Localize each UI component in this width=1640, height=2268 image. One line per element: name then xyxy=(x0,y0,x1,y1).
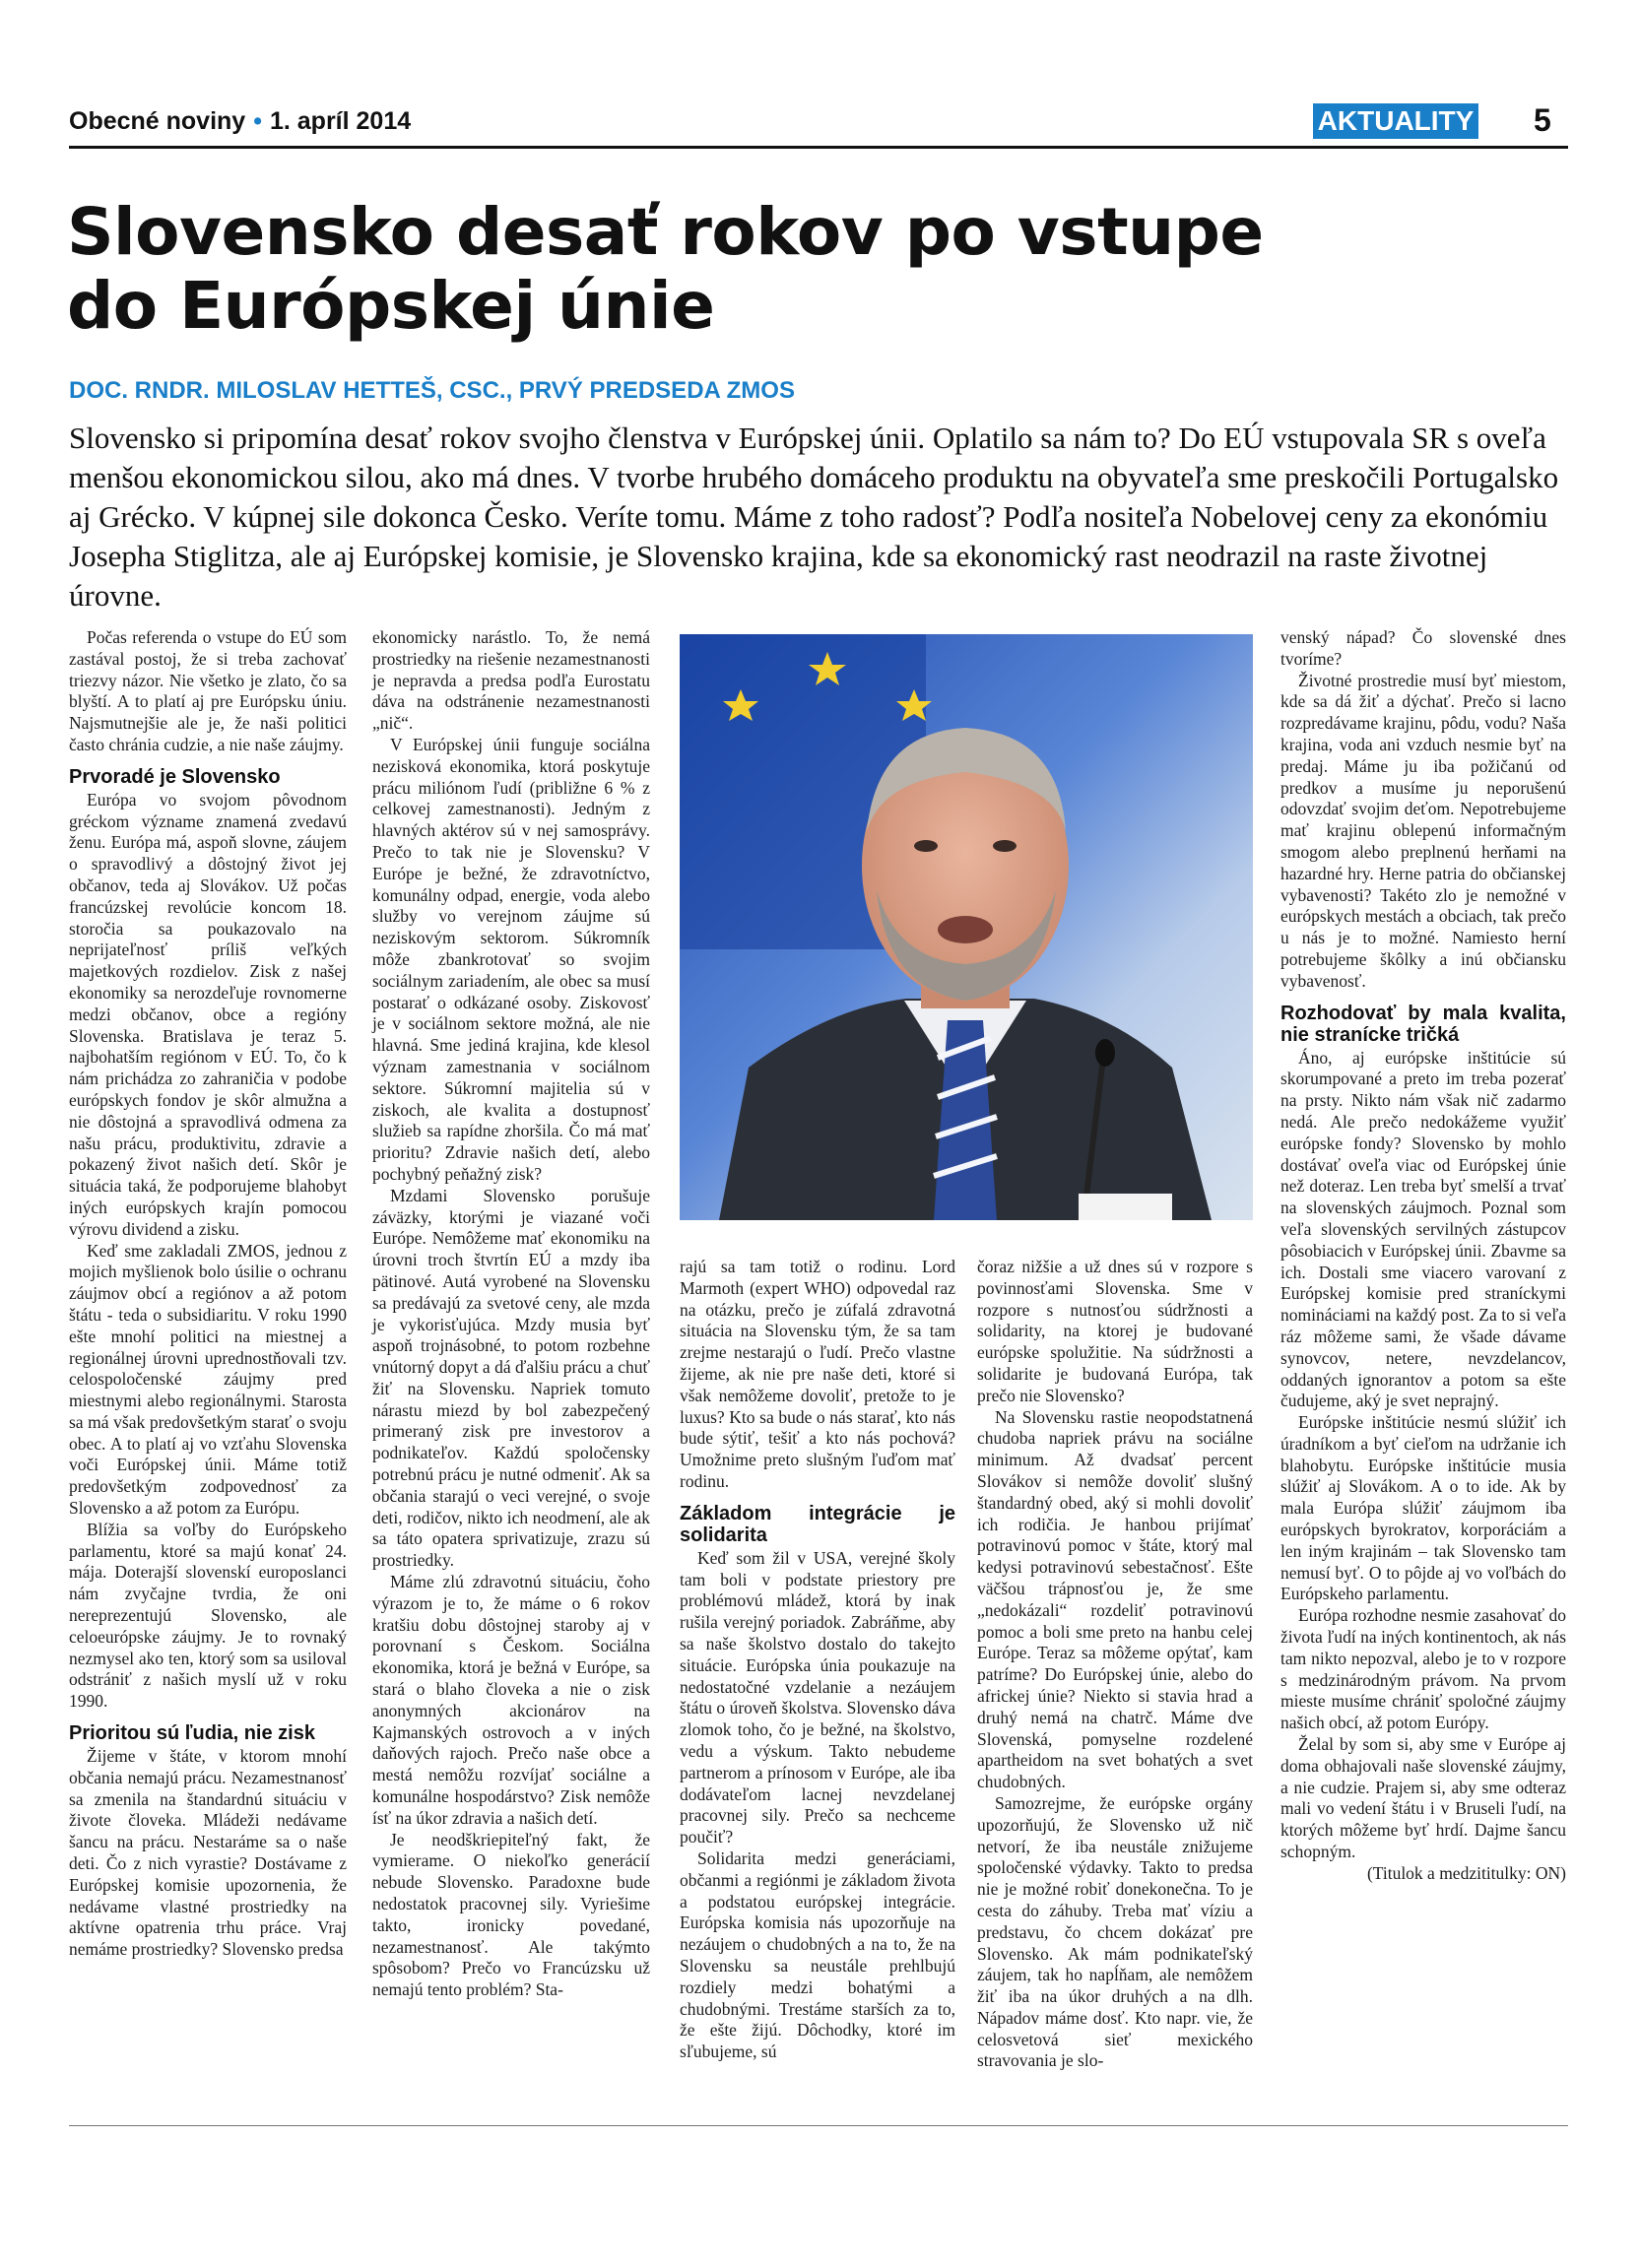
paper-name: Obecné noviny xyxy=(69,107,246,135)
subheading: Prvoradé je Slovensko xyxy=(69,765,281,788)
masthead xyxy=(69,107,411,136)
credit-line: (Titulok a medzititulky: ON) xyxy=(1366,1862,1566,1883)
column-5 xyxy=(1280,627,1566,1885)
paragraph: Je neodškriepiteľný fakt, že vymierame. O niekoľko generácií nebude Slovensko. Paradoxne bude nedostatok pracovnej sily. Vyriešime takto, ironicky povedané, nezamestnanosť. Ale takýmto spôsobom? Prečo vo Francúzsku už nemajú tento problém? Sta- xyxy=(372,1829,650,2000)
byline: DOC. RNDR. MILOSLAV HETTEŠ, CSC., PRVÝ PREDSEDA ZMOS xyxy=(69,377,795,404)
paragraph: Blížia sa voľby do Európskeho parlamentu, ktoré sa majú konať 24. mája. Doterajší slovenskí europoslanci nám zvyčajne tvrdia, že oni nereprezentujú Slovensko, ale celoeurópske záujmy. Je to rovnaký nezmysel ako ten, ktorý som sa usiloval odstrániť z našich myslí už v roku 1990. xyxy=(69,1519,347,1712)
title-line-2: do Európskej únie xyxy=(67,268,715,344)
header-rule xyxy=(69,146,1568,149)
separator-dot: • xyxy=(253,107,262,135)
paragraph: Počas referenda o vstupe do EÚ som zastával postoj, že si treba zachovať triezvy názor. Nie všetko je zlato, čo sa blyští. A to platí aj pre Európsku úniu. Najsmutnejšie ale je, že naši politici často chránia cudzie, a nie naše záujmy. xyxy=(69,627,347,754)
column-1 xyxy=(69,627,347,1961)
paragraph: čoraz nižšie a už dnes sú v rozpore s povinnosťami Slovenska. Sme v rozpore s nutnosťou súdržnosti a solidarity, na ktorej je budované európske spolužitie. Na súdržnosti a solidarite je budovaná Európa, tak prečo nie Slovensko? xyxy=(977,1257,1253,1405)
column-4 xyxy=(977,1257,1253,2072)
paragraph: ekonomicky narástlo. To, že nemá prostriedky na riešenie nezamestnanosti je nepravda a predsa podľa Eurostatu dáva na odstránenie nezamestnanosti „nič“. xyxy=(372,627,650,734)
paragraph: Áno, aj európske inštitúcie sú skorumpované a preto im treba pozerať na prsty. Nikto nám však nič zadarmo nedá. Ale prečo nedokážeme využiť európske fondy? Slovensko by mohlo dostávať oveľa viac od Európskej únie než doteraz. Len treba byť smelší a trvať na slovenských záujmoch. Poznal som veľa slovenských servilných zástupcov pôsobiacich v Európskej únii. Zbavme sa ich. Dostali sme viacero varovaní z Európskej komisie pred straníckymi nomináciami na každý post. Za to si veľa ráz môžeme sami, že všade dávame synovcov, netere, nevzdelancov, oddaných ignorantov a potom sa ešte čudujeme, aký je svet neprajný. xyxy=(1280,1047,1566,1411)
portrait-illustration xyxy=(680,634,1253,1220)
title-line-1: Slovensko desať rokov po vstupe xyxy=(67,194,1264,270)
lead-paragraph: Slovensko si pripomína desať rokov svojho členstva v Európskej únii. Oplatilo sa nám to? Do EÚ vstupovala SR s oveľa menšou ekonomickou silou, ako má dnes. V tvorbe hrubého domáceho produktu na obyvateľa sme preskočili Portugalsko aj Grécko. V kúpnej sile dokonca Česko. Veríte tomu. Máme z toho radosť? Podľa nositeľa Nobelovej ceny za ekonómiu Josepha Stiglitza, ale aj Európskej komisie, je Slovensko krajina, kde sa ekonomický rast neodrazil na raste životnej úrovne. xyxy=(69,421,1559,613)
paragraph: venský nápad? Čo slovenské dnes tvoríme? xyxy=(1280,627,1566,669)
paragraph: rajú sa tam totiž o rodinu. Lord Marmoth (expert WHO) odpovedal raz na otázku, prečo je zúfalá zdravotná situácia na Slovensku tým, že sa tam zrejme nestarajú o ľudí. Prečo vlastne žijeme, ak nie pre naše deti, ktoré si však nemôžeme dovoliť, pretože to je luxus? Kto sa bude o nás starať, kto nás bude sýtiť, tešiť a kto nás pochová? Umožnime preto slušným ľuďom mať rodinu. xyxy=(680,1257,955,1491)
paragraph: Mzdami Slovensko porušuje záväzky, ktorými je viazané voči Európe. Nemôžeme mať ekonomiku na úrovni troch štvrtín EÚ a mzdy iba pätinové. Autá vyrobené na Slovensku sa predávajú za svetové ceny, ale mzda je vykorisťujúca. Mzdy musia byť aspoň trojnásobné, to potom rozbehne vnútorný dopyt a dá ďalšiu prácu a chuť žiť na Slovensku. Napriek tomuto nárastu miezd by bol zabezpečený primeraný zisk pre investorov a podnikateľov. Každú spoločensky potrebnú prácu je nutné odmeniť. Ak sa občania starajú o veci verejné, o svoje deti, rodičov, nikto ich neodmení, ale ak sa táto opatera sprivatizuje, zrazu sú prostriedky. xyxy=(372,1185,650,1571)
paragraph: Žijeme v štáte, v ktorom mnohí občania nemajú prácu. Nezamestnanosť sa zmenila na štandardnú situáciu v živote človeka. Mládeži nedávame šancu na prácu. Nestaráme sa o naše deti. Čo z nich vyrastie? Dostávame z Európskej komisie upozornenia, že nedávame vlastné prostriedky na aktívne opatrenia trhu práce. Vraj nemáme prostriedky? Slovensko predsa xyxy=(69,1746,347,1960)
page-number: 5 xyxy=(1534,102,1551,138)
subheading: Základom integrácie je solidarita xyxy=(680,1502,955,1546)
paragraph: V Európskej únii funguje sociálna nezisková ekonomika, ktorá poskytuje prácu miliónom ľudí (približne 6 % z celkovej zamestnanosti). Jedným z hlavných aktérov sú v nej samosprávy. Prečo to tak nie je Slovensku? V Európe je bežné, že zdravotníctvo, komunálny odpad, energie, voda alebo služby vo verejnom záujme sú neziskovým sektorom. Súkromník môže zbankrotovať so svojim sociálnym zariadením, ale obec sa musí postarať o odkázané osoby. Ziskovosť je v sociálnom sektore možná, ale nie hlavná. Sme jediná krajina, kde klesol význam zamestnania v sociálnom sektore. Súkromní majitelia sú v ziskoch, ale kvalita a dostupnosť služieb sa rapídne zhoršila. Čo má mať prioritu? Zdravie našich detí, alebo pochybný peňažný zisk? xyxy=(372,734,650,1184)
paragraph: Životné prostredie musí byť miestom, kde sa dá žiť a dýchať. Prečo si lacno rozpredávame krajinu, pôdu, vodu? Naša krajina, voda ani vzduch nesmie byť na predaj. Máme ju iba požičanú od predkov a musíme ju neporušenú odovzdať svojim deťom. Nepotrebujeme mať krajinu oblepenú informačným smogom alebo preplnenú herňami na hazardné hry. Herne patria do občianskej vybavenosti? Takéto zlo je nemožné v európskych mestách a obciach, tak prečo u nás je to možné. Namiesto herní potrebujeme škôlky a inú občiansku vybavenosť. xyxy=(1280,670,1566,991)
article-title xyxy=(67,195,1544,343)
column-2 xyxy=(372,627,650,2001)
paragraph: Európa rozhodne nesmie zasahovať do života ľudí na iných kontinentoch, ak nás tam nikto nepozval, alebo je to v rozpore s medzinárodným právom. Na prvom mieste musíme chrániť spoločné záujmy našich obcí, až potom Európy. xyxy=(1280,1605,1566,1733)
paragraph: Máme zlú zdravotnú situáciu, čoho výrazom je to, že máme o 6 rokov kratšiu dobu dôstojnej staroby aj v porovnaní s Českom. Sociálna ekonomika, ktorá je bežná v Európe, sa stará o blaho človeka a nie o zisk anonymných akcionárov na Kajmanských ostrovoch a v iných daňových rajoch. Prečo naše obce a mestá nemôžu rozvíjať sociálne a komunálne hospodárstvo? Zisk nemôže ísť na úkor zdravia a našich detí. xyxy=(372,1572,650,1828)
paragraph: Na Slovensku rastie neopodstatnená chudoba napriek právu na sociálne minimum. Až dvadsať percent Slovákov si nemôže dovoliť slušný štandardný obed, aký si mohli dovoliť ich rodičia. Je hanbou prijímať potravinovú pomoc v štáte, ktorý mal kedysi potravinovú sebestačnosť. Ešte väčšou trápnosťou je, že sme „nedokázali“ rozdeliť potravinovú pomoc a boli sme preto na hanbu celej Európe. Teraz sa môžeme opýtať, kam patríme? Do Európskej únie, alebo do africkej únie? Niekto si stavia hrad a druhý nemá na chatrč. Máme dve Slovenská, pomyselne rozdelené apartheidom na svet bohatých a svet chudobných. xyxy=(977,1406,1253,1792)
footer-rule xyxy=(69,2125,1568,2126)
column-3 xyxy=(680,1257,955,2063)
paragraph: Keď sme zakladali ZMOS, jednou z mojich myšlienok bolo úsilie o ochranu záujmov obcí a regiónov a až potom štátu - teda o subsidiaritu. V roku 1990 ešte mnohí politici na miestnej a regionálnej úrovni uprednostňovali tzv. celospoločenské záujmy pred miestnymi alebo regionálnymi. Starosta sa má však predovšetkým starať o svoju obec. A to platí aj vo vzťahu Slovenska voči Európskej únii. Máme totiž predovšetkým zodpovednosť za Slovensko a až potom za Európu. xyxy=(69,1240,347,1519)
paragraph: Želal by som si, aby sme v Európe aj doma obhajovali naše slovenské záujmy, a nie cudzie. Prajem si, aby sme odteraz mali vo vedení štátu i v Bruseli ľudí, na ktorých môžeme byť hrdí. Dajme šancu schopným. xyxy=(1280,1734,1566,1862)
paragraph: Samozrejme, že európske orgány upozorňujú, že Slovensko už nič netvorí, že iba neustále znižujeme spoločenské výdavky. Takto to predsa nie je možné robiť donekonečna. To je cesta do záhuby. Treba mať víziu a predstavu, čo chcem dokázať pre Slovensko. Ak mám podnikateľský záujem, tak ho napĺňam, ale nemôžem žiť iba na úkor druhých a na dlh. Nápadov máme dosť. Kto napr. vie, že celosvetová sieť mexického stravovania je slo- xyxy=(977,1792,1253,2071)
author-photo xyxy=(680,634,1253,1220)
paragraph: Európa vo svojom pôvodnom gréckom význame znamená zvedavú ženu. Európa má, aspoň slovne, záujem o spravodlivý a dôstojný život jej občanov, teda aj Slovákov. Už počas francúzskej revolúcie koncom 18. storočia sa poukazovalo na neprijateľnosť príliš veľkých majetkových rozdielov. Zisk z našej ekonomiky sa nerozdeľuje rovnomerne medzi občanov, obce a regióny Slovenska. Bratislava je teraz 5. najbohatším regiónom v EÚ. To, čo k nám prichádza zo zahraničia v podobe európskych fondov je skôr almužna a nie dôstojná a spravodlivá odmena za našu prácu, produktivitu, zdravie a pokazený život našich detí. Skôr je situácia taká, že podporujeme blahobyt iných európskych krajín pomocou výrovu dividend a zisku. xyxy=(69,789,347,1239)
issue-date: 1. apríl 2014 xyxy=(269,107,412,135)
paragraph: Keď som žil v USA, verejné školy tam boli v podstate priestory pre problémovú mládež, ktorá by inak rušila verejný poriadok. Zabráňme, aby sa naše školstvo dostalo do takejto situácie. Európska únia poukazuje na nedostatočné vzdelanie a nezáujem štátu o úroveň školstva. Slovensko dáva zlomok toho, čo je bežné, na školstvo, vedu a výskum. Takto nebudeme partnerom a prínosom v Európe, ale iba dodávateľom lacnej nevzdelanej pracovnej sily. Prečo sa nechceme poučiť? xyxy=(680,1547,955,1847)
subheading: Prioritou sú ľudia, nie zisk xyxy=(69,1722,315,1745)
section-label: AKTUALITY xyxy=(1313,103,1478,139)
paragraph: Európske inštitúcie nesmú slúžiť ich úradníkom a byť cieľom na udržanie ich blahobytu. Európske inštitúcie musia slúžiť aj Slovákom. A o to ide. Ak by mala Európa slúžiť záujmom iba európskych byrokratov, korporáciám a len iným krajinám – tak Slovensko tam nemusí byť. O to pôjde aj vo voľbách do Európskeho parlamentu. xyxy=(1280,1412,1566,1604)
subheading: Rozhodovať by mala kvalita, nie stranícke tričká xyxy=(1280,1002,1566,1046)
paragraph: Solidarita medzi generáciami, občanmi a regiónmi je základom života a podstatou európskej integrácie. Európska komisia nás upozorňuje na nezáujem o chudobných a na to, že na Slovensku sa neustále prehlbujú rozdiely medzi bohatými a chudobnými. Trestáme starších za to, že ešte žijú. Dôchodky, ktoré im sľubujeme, sú xyxy=(680,1847,955,2062)
